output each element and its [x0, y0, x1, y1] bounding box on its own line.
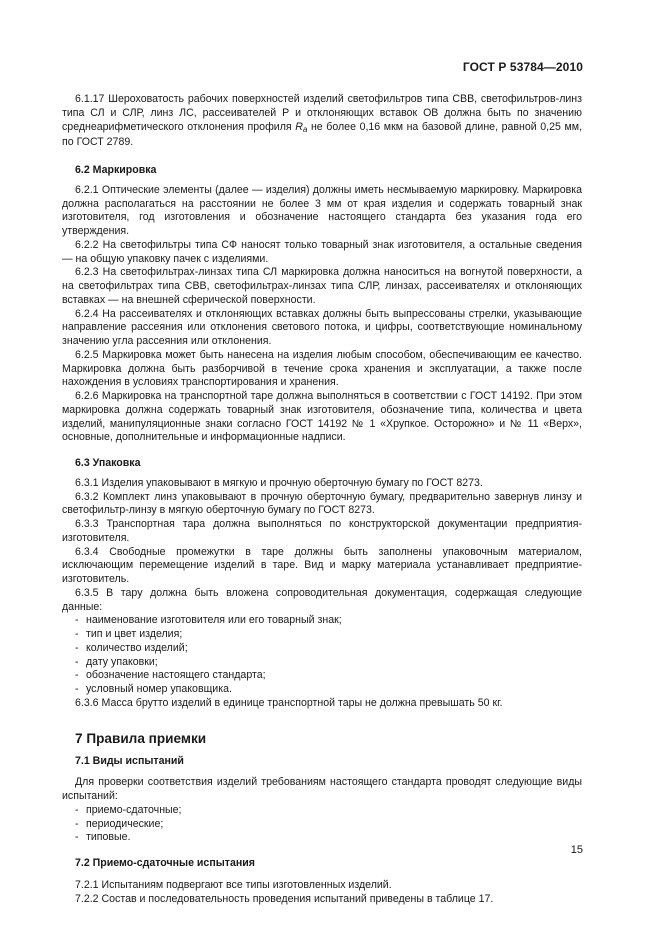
paragraph-7-2-1: 7.2.1 Испытаниям подвергают все типы изготовленных изделий. [75, 878, 392, 891]
paragraph-6-3-3: 6.3.3 Транспортная тара должна выполняться по конструкторской документации предприятия-изготовителя. [62, 518, 582, 544]
paragraph-6-2-3: 6.2.3 На светофильтрах-линзах типа СЛ маркировка должна наноситься на вогнутой поверхности, а на светофильтрах типа СВВ, светофильтрах-линзах типа СЛР, линзах, рассеивателях и отклоняющих вставках — на внешней сферической поверхности. [62, 266, 582, 306]
standard-header: ГОСТ Р 53784—2010 [462, 60, 583, 74]
paragraph-6-2-4: 6.2.4 На рассеивателях и отклоняющих вставках должны быть выпрессованы стрелки, указывающие направление рассеяния или отклонения светового потока, и цифры, соответствующие номинальному значению угла рассеяния или отклонения. [62, 307, 582, 347]
section-7-1-title: 7.1 Виды испытаний [75, 754, 184, 767]
paragraph-6-2-1: 6.2.1 Оптические элементы (далее — изделия) должны иметь несмываемую маркировку. Маркировка должна располагаться на расстоянии не более 3 мм от края изделия и содержать товарный знак изготовителя, год изготовления и обозначение настоящего стандарта без указания года его утверждения. [62, 183, 582, 237]
roughness-symbol: R [295, 120, 303, 133]
list-item: - периодические; [75, 817, 164, 830]
list-item: - условный номер упаковщика. [75, 683, 232, 695]
paragraph-6-2-5: 6.2.5 Маркировка может быть нанесена на изделия любым способом, обеспечивающим ее качество. Маркировка должна быть разборчивой в течение срока хранения и эксплуатации, а также после нахождения в условиях транспортирования и хранения. [62, 348, 582, 389]
paragraph-6-3-4: 6.3.4 Свободные промежутки в таре должны быть заполнены упаковочным материалом, исключающим перемещение изделий в таре. Вид и марку материала устанавливает предприятие-изготовитель. [62, 545, 582, 585]
list-item: - тип и цвет изделия; [75, 628, 183, 640]
list-item: - дату упаковки; [75, 655, 158, 668]
page-content [62, 93, 582, 906]
paragraph-6-2-2: 6.2.2 На светофильтры типа СФ наносят только товарный знак изготовителя, а остальные сведения — на общую упаковку пачек с изделиями. [62, 238, 582, 265]
paragraph-6-2-6: 6.2.6 Маркировка на транспортной таре должна выполняться в соответствии с ГОСТ 14192. При этом маркировка должна содержать товарный знак изготовителя, обозначение типа, количества и цвета изделий, манипуляционные знаки согласно ГОСТ 14192 № 1 «Хрупкое. Осторожно» и № 11 «Верх», основные, дополнительные и информационные надписи. [62, 390, 582, 444]
list-item: - обозначение настоящего стандарта; [75, 669, 266, 682]
paragraph-6-3-5: 6.3.5 В тару должна быть вложена сопроводительная документация, содержащая следующие данные: [62, 586, 582, 613]
page-number: 15 [570, 844, 583, 856]
section-7-2-title: 7.2 Приемо-сдаточные испытания [75, 857, 255, 869]
list-item: - приемо-сдаточные; [75, 803, 182, 816]
list-item: - наименование изготовителя или его товарный знак; [75, 614, 342, 627]
section-7-title: 7 Правила приемки [75, 730, 207, 746]
paragraph-6-3-1: 6.3.1 Изделия упаковывают в мягкую и прочную оберточную бумагу по ГОСТ 8273. [75, 476, 483, 489]
section-6-3-title: 6.3 Упаковка [75, 457, 141, 469]
section-6-2-title: 6.2 Маркировка [75, 164, 157, 176]
paragraph-7-1: Для проверки соответствия изделий требованиям настоящего стандарта проводят следующие виды испытаний: [62, 776, 582, 802]
paragraph-7-2-2: 7.2.2 Состав и последовательность проведения испытаний приведены в таблице 17. [75, 892, 494, 905]
paragraph-6-1-17: 6.1.17 Шероховатость рабочих поверхностей изделий светофильтров типа СВВ, светофильтров-линз типа СЛ и СЛР, линз ЛС, рассеивателей Р и отклоняющих вставок ОВ должна быть по значению среднеарифметического отклонения профиля $R_a$ не более 0,16 мкм на базовой длине, равной 0,25 мм, по ГОСТ 2789. [62, 93, 583, 149]
paragraph-6-3-6: 6.3.6 Масса брутто изделий в единице транспортной тары не должна превышать 50 кг. [75, 696, 503, 709]
paragraph-6-3-2: 6.3.2 Комплект линз упаковывают в прочную оберточную бумагу, предварительно завернув линзу и светофильтр-линзу в мягкую оберточную бумагу по ГОСТ 8273. [62, 490, 582, 517]
list-item: - количество изделий; [75, 641, 188, 654]
list-item: - типовые. [75, 831, 131, 844]
